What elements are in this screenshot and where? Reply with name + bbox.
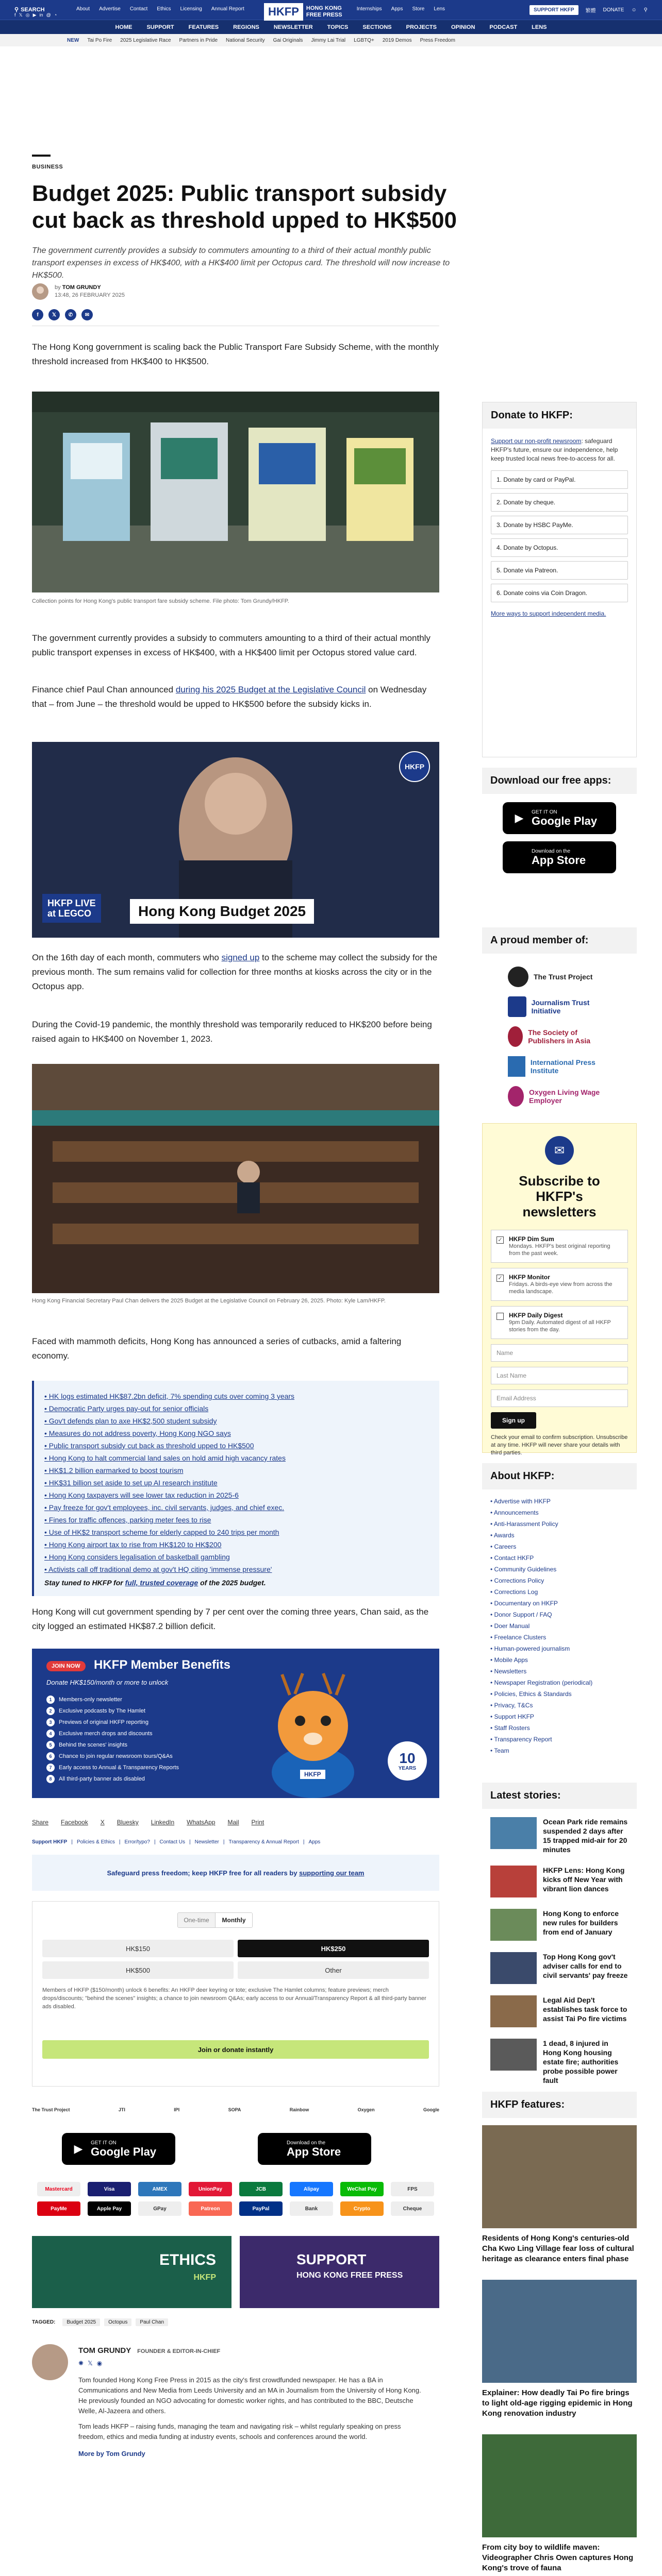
payment-logo: Crypto [340,2201,384,2216]
budget-story-link[interactable]: • HK logs estimated HK$87.2bn deficit, 7% spending cuts over coming 3 years [44,1390,429,1402]
budget-story-link[interactable]: • HK$31 billion set aside to set up AI research institute [44,1477,429,1489]
top-link[interactable]: About [76,6,90,12]
feature-image [482,2434,637,2537]
about-links [482,1489,637,1762]
payment-logo: WeChat Pay [340,2182,384,2196]
subnav-item[interactable]: Jimmy Lai Trial [311,37,346,43]
trust-logo[interactable]: JTI [118,2107,125,2112]
signup-link[interactable]: signed up [221,953,260,962]
top-link[interactable]: Internships [356,6,382,12]
features-sidebar [482,2092,637,2576]
latest-story[interactable]: Ocean Park ride remains suspended 2 days after 15 trapped mid-air for 20 minutes [490,1817,628,1854]
author-name[interactable]: TOM GRUNDY [62,284,101,291]
top-links [76,6,445,12]
nav-support[interactable]: SUPPORT [146,24,174,30]
email-share-icon[interactable]: ✉ [81,309,93,320]
trust-logo[interactable]: SOPA [228,2107,241,2112]
benefit-item: 5 Behind the scenes' insights [46,1739,179,1751]
payment-logo: Patreon [189,2201,232,2216]
monthly-option[interactable]: Monthly [215,1913,252,1927]
logo-box: HKFP [264,3,303,21]
youtube-icon[interactable]: ▶ [32,12,37,18]
share-print[interactable]: Print [251,1819,264,1826]
subnav-item[interactable]: Partners in Pride [179,37,218,43]
donate-option[interactable]: 5. Donate via Patreon. [491,561,628,580]
about-link[interactable]: • Staff Rosters [490,1722,628,1734]
feature-story[interactable]: Residents of Hong Kong's centuries-old Cha Kwo Ling Village fear loss of cultural heritage as clearance enters final phase [482,2125,637,2264]
tag[interactable]: Budget 2025 [62,2318,100,2326]
about-link[interactable]: • Support HKFP [490,1711,628,1722]
paragraph: The government currently provides a subsidy to commuters amounting to a third of their actual monthly public transport expenses in excess of HK$400, with a HK$400 limit per Octopus stored value card. [32,633,431,657]
member-of-sidebar [482,927,637,1120]
share-linkedin[interactable]: LinkedIn [151,1819,175,1826]
story-thumbnail [490,1995,537,2027]
hkfp-badge: HKFP [399,751,430,782]
share-x[interactable]: X [100,1819,105,1826]
name-input[interactable]: Name [491,1344,628,1362]
newsletter-option[interactable]: HKFP Daily Digest 9pm Daily. Automated digest of all HKFP stories from the day. [491,1306,628,1339]
article-title: Budget 2025: Public transport subsidy cut back as threshold upped to HK$500 [32,181,457,233]
bluesky-icon[interactable]: ✺ [78,2360,84,2367]
sub-nav [0,34,662,46]
paragraph: During the Covid-19 pandemic, the monthly threshold was temporarily reduced to HK$200 before being raised again to HK$400 on November 1, 2023. [32,1020,432,1044]
x-share-icon[interactable]: 𝕏 [48,309,60,320]
sidebar-heading: Latest stories: [482,1783,637,1809]
footer-link[interactable]: Apps [308,1839,321,1845]
nav-home[interactable]: HOME [115,24,133,30]
trust-logo[interactable]: The Trust Project [32,2107,70,2112]
app-store-button[interactable]: Download on the App Store [258,2133,371,2165]
ethics-promo[interactable]: ETHICS HKFP [32,2236,231,2308]
sidebar-heading: A proud member of: [482,927,637,954]
share-bluesky[interactable]: Bluesky [117,1819,139,1826]
footer-link[interactable]: Contact Us [159,1839,186,1845]
budget-story-link[interactable]: • Gov't defends plan to axe HK$2,500 student subsidy [44,1415,429,1427]
payment-logo: JCB [239,2182,283,2196]
story-thumbnail [490,1817,537,1849]
trust-logo[interactable]: Google [423,2107,439,2112]
subnav-item[interactable]: 2025 Legislative Race [120,37,171,43]
tag[interactable]: Octopus [104,2318,131,2326]
latest-story[interactable]: Hong Kong to enforce new rules for builders from end of January [490,1909,628,1941]
donate-option[interactable]: 3. Donate by HSBC PayMe. [491,516,628,534]
checkbox[interactable]: ✓ [496,1236,504,1244]
member-logo[interactable]: Journalism Trust Initiative [508,992,611,1022]
donate-option[interactable]: 2. Donate by cheque. [491,493,628,512]
author-photo[interactable] [32,2344,68,2380]
signup-note: Check your email to confirm subscription. Unsubscribe at any time. HKFP will never share your details with third parties. [491,1434,628,1456]
kiosk-illustration [32,392,439,592]
payment-logo: Mastercard [37,2182,80,2196]
support-link[interactable]: Support our non-profit newsroom [491,437,582,445]
google-play-button[interactable]: ▶ GET IT ON Google Play [503,802,616,834]
byline [32,283,125,300]
donate-option[interactable]: 4. Donate by Octopus. [491,538,628,557]
email-input[interactable]: Email Address [491,1389,628,1407]
member-benefits-banner[interactable] [32,1649,439,1798]
apps-sidebar [482,768,637,882]
photo-caption: Collection points for Hong Kong's public transport fare subsidy scheme. File photo: Tom Grundy/HKFP. [32,598,289,604]
subnav-item[interactable]: LGBTQ+ [354,37,374,43]
checkbox[interactable]: ✓ [496,1275,504,1282]
about-link[interactable]: • Team [490,1745,628,1756]
budget-story-link[interactable]: • Fines for traffic offences, parking meter fees to rise [44,1514,429,1526]
subnav-item[interactable]: Press Freedom [420,37,455,43]
video-embed[interactable] [32,742,439,938]
nav-opinion[interactable]: OPINION [451,24,475,30]
section-label[interactable]: BUSINESS [32,164,63,170]
more-ways-link[interactable]: More ways to support independent media. [491,610,606,617]
nav-newsletter[interactable]: NEWSLETTER [273,24,313,30]
about-link[interactable]: • Transparency Report [490,1734,628,1745]
logo-text: HONG KONG FREE PRESS [306,5,342,18]
one-time-option[interactable]: One-time [178,1913,215,1927]
payment-logo: UnionPay [189,2182,232,2196]
video-title: Hong Kong Budget 2025 [130,899,314,924]
nav-projects[interactable]: PROJECTS [406,24,437,30]
budget-coverage-box [32,1381,439,1596]
mail-icon: ✉ [545,1136,574,1165]
subnav-item[interactable]: National Security [226,37,265,43]
about-link[interactable]: • Documentary on HKFP [490,1598,628,1609]
feature-story[interactable]: From city boy to wildlife maven: Videographer Chris Owen captures Hong Kong's trove of fauna [482,2434,637,2573]
app-store-button[interactable]: Download on the App Store [503,841,616,873]
tags-row [32,2318,168,2326]
author-name: TOM GRUNDY FOUNDER & EDITOR-IN-CHIEF [78,2346,221,2355]
safeguard-panel: Safeguard press freedom; keep HKFP free for all readers by supporting our team [32,1855,439,1891]
top-bar [0,0,662,20]
top-link[interactable]: Contact [129,6,148,12]
google-play-icon: ▶ [74,2142,83,2155]
new-badge: NEW [67,37,79,43]
search-icon[interactable]: ⚲ [643,7,648,13]
social-icons [14,12,57,18]
benefit-item: 2 Exclusive podcasts by The Hamlet [46,1705,179,1717]
footer-link[interactable]: Policies & Ethics [76,1839,115,1845]
trust-logo[interactable]: Rainbow [289,2107,309,2112]
share-mail[interactable]: Mail [227,1819,239,1826]
threads-icon[interactable]: @ [46,12,51,18]
budget-story-link[interactable]: • Hong Kong airport tax to rise from HK$120 to HK$200 [44,1538,429,1551]
payment-logo: FPS [391,2182,434,2196]
language-switch[interactable]: 繁體 [585,8,596,14]
payment-logo: PayPal [239,2201,283,2216]
payment-logo: AMEX [138,2182,181,2196]
anniversary-badge: 10 YEARS [388,1741,427,1781]
member-logo[interactable]: Oxygen Living Wage Employer [508,1081,611,1111]
budget-story-link[interactable]: • Hong Kong to halt commercial land sales on hold amid high vacancy rates [44,1452,429,1464]
google-play-icon: ▶ [515,811,524,824]
donate-option[interactable]: 6. Donate coins via Coin Dragon. [491,584,628,602]
support-promo[interactable]: SUPPORT HONG KONG FREE PRESS [240,2236,439,2308]
photo-legco[interactable] [32,1064,439,1293]
budget-link[interactable]: during his 2025 Budget at the Legislative Council [175,685,366,694]
whatsapp-share-icon[interactable]: ✆ [65,309,76,320]
latest-story[interactable]: Legal Aid Dep't establishes task force to assist Tai Po fire victims [490,1995,628,2027]
newsletter-option[interactable]: ✓ HKFP Monitor Fridays. A birds-eye view from across the media landscape. [491,1268,628,1301]
payment-logo: Bank [290,2201,333,2216]
share-bar [32,1819,264,1826]
x-icon[interactable]: 𝕏 [88,2360,93,2367]
budget-story-link[interactable]: • Activists call off traditional demo at gov't HQ citing 'immense pressure' [44,1563,429,1575]
payment-methods [32,2182,439,2216]
benefits-list [46,1694,179,1785]
paragraph: The Hong Kong government is scaling back the Public Transport Fare Subsidy Scheme, with the monthly threshold increased from HK$400 to HK$500. [32,342,439,366]
benefit-item: 1 Members-only newsletter [46,1694,179,1705]
donate-sidebar: Donate to HKFP: Support our non-profit newsroom: safeguard HKFP's future, ensure our independence, help keep trusted local news free-to-access for all. 1. Donate by card or PayPal. 2. Donate by cheque. 3. Donate by HSBC PayMe. 4. Donate by Octopus. 5. Donate via Patreon. 6. Donate coins via Coin Dragon. More ways to support independent media. [482,402,637,757]
rss-icon[interactable]: ◔ [54,12,57,18]
story-thumbnail [490,1909,537,1941]
app-store-buttons [62,2133,371,2165]
search-icon: ⚲ [14,7,19,13]
newsletter-signup [482,1123,637,1456]
about-link[interactable]: • Donor Support / FAQ [490,1609,628,1620]
latest-story[interactable]: 1 dead, 8 injured in Hong Kong housing estate fire; authorities probe possible power fault [490,2039,628,2085]
signup-button[interactable]: Sign up [491,1412,536,1429]
donate-link[interactable]: DONATE [603,7,624,13]
top-link[interactable]: Licensing [180,6,202,12]
share-facebook[interactable]: Facebook [61,1819,88,1826]
apple-icon [267,2142,282,2156]
trust-logos [32,2107,439,2112]
latest-story[interactable]: Top Hong Kong gov't adviser calls for end to civil servants' pay freeze [490,1952,628,1984]
top-link[interactable]: Annual Report [211,6,244,12]
about-link[interactable]: • Anti-Harassment Policy [490,1518,628,1530]
feature-image [482,2125,637,2228]
user-icon[interactable]: ☺ [631,7,637,13]
benefit-item: 6 Chance to join regular newsroom tours/Q&As [46,1751,179,1762]
subnav-item[interactable]: Gai Originals [273,37,303,43]
latest-stories-sidebar [482,1783,637,2105]
feature-story[interactable]: Explainer: How deadly Tai Po fire brings to light old-age rigging epidemic in Hong Kong renovation industry [482,2280,637,2419]
photo-kiosks[interactable] [32,392,439,592]
about-link[interactable]: • Freelance Clusters [490,1632,628,1643]
amount-option[interactable]: HK$150 [42,1940,234,1957]
budget-story-link[interactable]: • Public transport subsidy cut back as threshold upped to HK$500 [44,1439,429,1452]
about-link[interactable]: • Newspaper Registration (periodical) [490,1677,628,1688]
about-link[interactable]: • Corrections Log [490,1586,628,1598]
photo-caption: Hong Kong Financial Secretary Paul Chan delivers the 2025 Budget at the Legislative Council on February 26, 2025. Photo: Kyle Lam/HKFP. [32,1298,386,1304]
amount-options [42,1940,429,1979]
budget-story-link[interactable]: • Use of HK$2 transport scheme for elderly capped to 240 trips per month [44,1526,429,1538]
coverage-link[interactable]: full, trusted coverage [125,1579,198,1587]
about-link[interactable]: • Corrections Policy [490,1575,628,1586]
stay-tuned-text: Stay tuned to HKFP for full, trusted coverage of the 2025 budget. [44,1579,266,1587]
join-donate-button[interactable]: Join or donate instantly [42,2040,429,2059]
nav-regions[interactable]: REGIONS [233,24,259,30]
story-thumbnail [490,1952,537,1984]
tag[interactable]: Paul Chan [136,2318,168,2326]
about-link[interactable]: • Careers [490,1541,628,1552]
member-benefits-text: Members of HKFP ($150/month) unlock 6 benefits: An HKFP deer keyring or tote; exclusive The Hamlet columns; feature previews; merch drops/discounts; "behind the scenes" insights; a chance to join newsroom Q&As; early access to our Annual/Transparency Report & all third-party banner ads disabled. [42,1987,426,2010]
about-link[interactable]: • Advertise with HKFP [490,1496,628,1507]
budget-story-link[interactable]: • Hong Kong considers legalisation of basketball gambling [44,1551,429,1563]
payment-logo: GPay [138,2201,181,2216]
about-link[interactable]: • Awards [490,1530,628,1541]
member-logo[interactable]: The Trust Project [508,962,611,992]
nav-lens[interactable]: LENS [532,24,547,30]
payment-logo: PayMe [37,2201,80,2216]
section-divider [32,155,51,157]
facebook-share-icon[interactable]: f [32,309,43,320]
instagram-icon[interactable]: ◎ [25,12,30,18]
footer-link[interactable]: Transparency & Annual Report [228,1839,299,1845]
author-box [32,2344,439,2473]
main-nav [0,20,662,34]
budget-story-link[interactable]: • Pay freeze for gov't employees, inc. civil servants, judges, and chief exec. [44,1501,429,1514]
search-button[interactable]: ⚲ SEARCH [14,6,45,13]
about-link[interactable]: • Announcements [490,1507,628,1518]
live-badge: HKFP LIVE at LEGCO [42,894,101,923]
more-by-author-link[interactable]: More by Tom Grundy [78,2450,145,2458]
payment-logo: Cheque [391,2201,434,2216]
budget-story-link[interactable]: • Democratic Party urges pay-out for senior officials [44,1402,429,1415]
x-icon[interactable]: 𝕏 [19,12,23,18]
footer-link[interactable]: Support HKFP [32,1839,68,1845]
top-link[interactable]: Advertise [99,6,121,12]
nav-features[interactable]: FEATURES [188,24,219,30]
top-link[interactable]: Lens [434,6,445,12]
payment-logo: Alipay [290,2182,333,2196]
sidebar-heading: HKFP features: [482,2092,637,2118]
footer-link[interactable]: Newsletter [194,1839,219,1845]
author-avatar[interactable] [32,283,48,300]
last-name-input[interactable]: Last Name [491,1367,628,1384]
about-link[interactable]: • Doer Manual [490,1620,628,1632]
join-now-badge: JOIN NOW [46,1661,86,1671]
promo-banners [32,2236,439,2308]
benefit-item: 4 Exclusive merch drops and discounts [46,1728,179,1739]
support-team-link[interactable]: supporting our team [299,1869,365,1877]
share-whatsapp[interactable]: WhatsApp [187,1819,216,1826]
member-logo[interactable]: The Society of Publishers in Asia [508,1022,611,1052]
legco-illustration [32,1064,439,1293]
budget-story-link[interactable]: • HK$1.2 billion earmarked to boost tourism [44,1464,429,1477]
donate-option[interactable]: 1. Donate by card or PayPal. [491,470,628,489]
tags-label: TAGGED: [32,2319,56,2325]
nav-sections[interactable]: SECTIONS [362,24,392,30]
paragraph: On the 16th day of each month, commuters who signed up to the scheme may collect the subsidy for the previous month. The sum remains valid for collection for three months at kiosks across the city or in the Octopus app. [32,953,438,991]
article-footer-links: Support HKFP | Policies & Ethics | Error/typo? | Contact Us | Newsletter | Transparency & Annual Report | Apps [32,1839,321,1845]
author-social [78,2360,102,2367]
paragraph: Finance chief Paul Chan announced during his 2025 Budget at the Legislative Council on Wednesday that – from June – the threshold would be upped to HK$500 before the subsidy kicks in. [32,685,427,709]
web-icon[interactable]: ◉ [96,2360,103,2367]
trust-logo[interactable]: Oxygen [357,2107,375,2112]
feature-image [482,2280,637,2383]
frequency-toggle [177,1912,253,1928]
budget-story-link[interactable]: • Measures do not address poverty, Hong Kong NGO says [44,1427,429,1439]
footer-link[interactable]: Error/typo? [124,1839,150,1845]
paragraph: Hong Kong will cut government spending by 7 per cent over the coming three years, Chan said, as the city logged an estimated HK$87.2 billion deficit. [32,1607,429,1631]
payment-logo: Visa [88,2182,131,2196]
about-link[interactable]: • Newsletters [490,1666,628,1677]
budget-links-list [44,1390,429,1575]
benefit-item: 3 Previews of original HKFP reporting [46,1717,179,1728]
publish-date: 13:48, 26 FEBRUARY 2025 [55,292,125,298]
author-bio: Tom leads HKFP – raising funds, managing the team and navigating risk – whilst regularly speaking on press freedom, ethics and media funding at industry events, schools and conferences around the world. [78,2422,401,2441]
about-link[interactable]: • Human-powered journalism [490,1643,628,1654]
about-link[interactable]: • Mobile Apps [490,1654,628,1666]
about-link[interactable]: • Privacy, T&Cs [490,1700,628,1711]
budget-story-link[interactable]: • Hong Kong taxpayers will see lower tax reduction in 2025-6 [44,1489,429,1501]
top-link[interactable]: Apps [391,6,403,12]
subnav-item[interactable]: Tai Po Fire [87,37,112,43]
top-link[interactable]: Store [412,6,425,12]
share-label[interactable]: Share [32,1819,49,1826]
latest-story[interactable]: HKFP Lens: Hong Kong kicks off New Year with vibrant lion dances [490,1866,628,1897]
mascot-label: HKFP [300,1770,325,1779]
about-link[interactable]: • Policies, Ethics & Standards [490,1688,628,1700]
about-sidebar [482,1463,637,1762]
subscribe-title: Subscribe to HKFP's newsletters [519,1173,600,1219]
paragraph: Faced with mammoth deficits, Hong Kong has announced a series of cutbacks, amid a faltering economy. [32,1336,402,1361]
benefit-item: 7 Early access to Annual & Transparency Reports [46,1762,179,1773]
benefit-item: 8 All third-party banner ads disabled [46,1773,179,1785]
top-right-nav [529,5,648,15]
article-lead: The government currently provides a subsidy to commuters amounting to a third of their actual monthly public transport expenses in excess of HK$400, with a HK$400 limit per Octopus card. The threshold will now increase to HK$500. [32,246,450,280]
top-link[interactable]: Ethics [157,6,171,12]
story-thumbnail [490,2039,537,2071]
checkbox[interactable] [496,1313,504,1320]
subnav-item[interactable]: 2019 Demos [382,37,412,43]
sidebar-heading: Download our free apps: [482,768,637,794]
donate-options [491,470,628,602]
author-bio: Tom founded Hong Kong Free Press in 2015 as the city's first crowdfunded newspaper. He has a BA in Communications and New Media from Leeds University and an MA in Journalism from the University of Hong Kong. He previously founded an NGO advocating for domestic worker rights, and has contributed to the BBC, Deutsche Welle, Al-Jazeera and others. [78,2376,421,2415]
amount-option[interactable]: HK$500 [42,1961,234,1979]
amount-option[interactable]: HK$250 [238,1940,429,1957]
about-link[interactable]: • Community Guidelines [490,1564,628,1575]
banner-title: HKFP Member Benefits [94,1658,230,1672]
amount-option[interactable]: Other [238,1961,429,1979]
support-hkfp-button[interactable]: SUPPORT HKFP [529,5,578,15]
story-thumbnail [490,1866,537,1897]
banner-subtitle: Donate HK$150/month or more to unlock [46,1679,169,1686]
sidebar-heading: About HKFP: [482,1463,637,1489]
site-logo[interactable] [264,3,342,21]
sidebar-heading: Donate to HKFP: [483,402,636,429]
nav-topics[interactable]: TOPICS [327,24,349,30]
member-logo[interactable]: International Press Institute [508,1052,611,1081]
facebook-icon[interactable]: f [14,12,16,18]
about-link[interactable]: • Contact HKFP [490,1552,628,1564]
apple-icon [512,850,526,865]
linkedin-icon[interactable]: in [39,12,43,18]
share-icons [32,309,93,320]
payment-logo: Apple Pay [88,2201,131,2216]
google-play-button[interactable]: ▶ GET IT ON Google Play [62,2133,175,2165]
nav-podcast[interactable]: PODCAST [489,24,518,30]
newsletter-option[interactable]: ✓ HKFP Dim Sum Mondays. HKFP's best original reporting from the past week. [491,1230,628,1263]
byline-meta: by TOM GRUNDY 13:48, 26 FEBRUARY 2025 [55,284,125,298]
trust-logo[interactable]: IPI [174,2107,180,2112]
